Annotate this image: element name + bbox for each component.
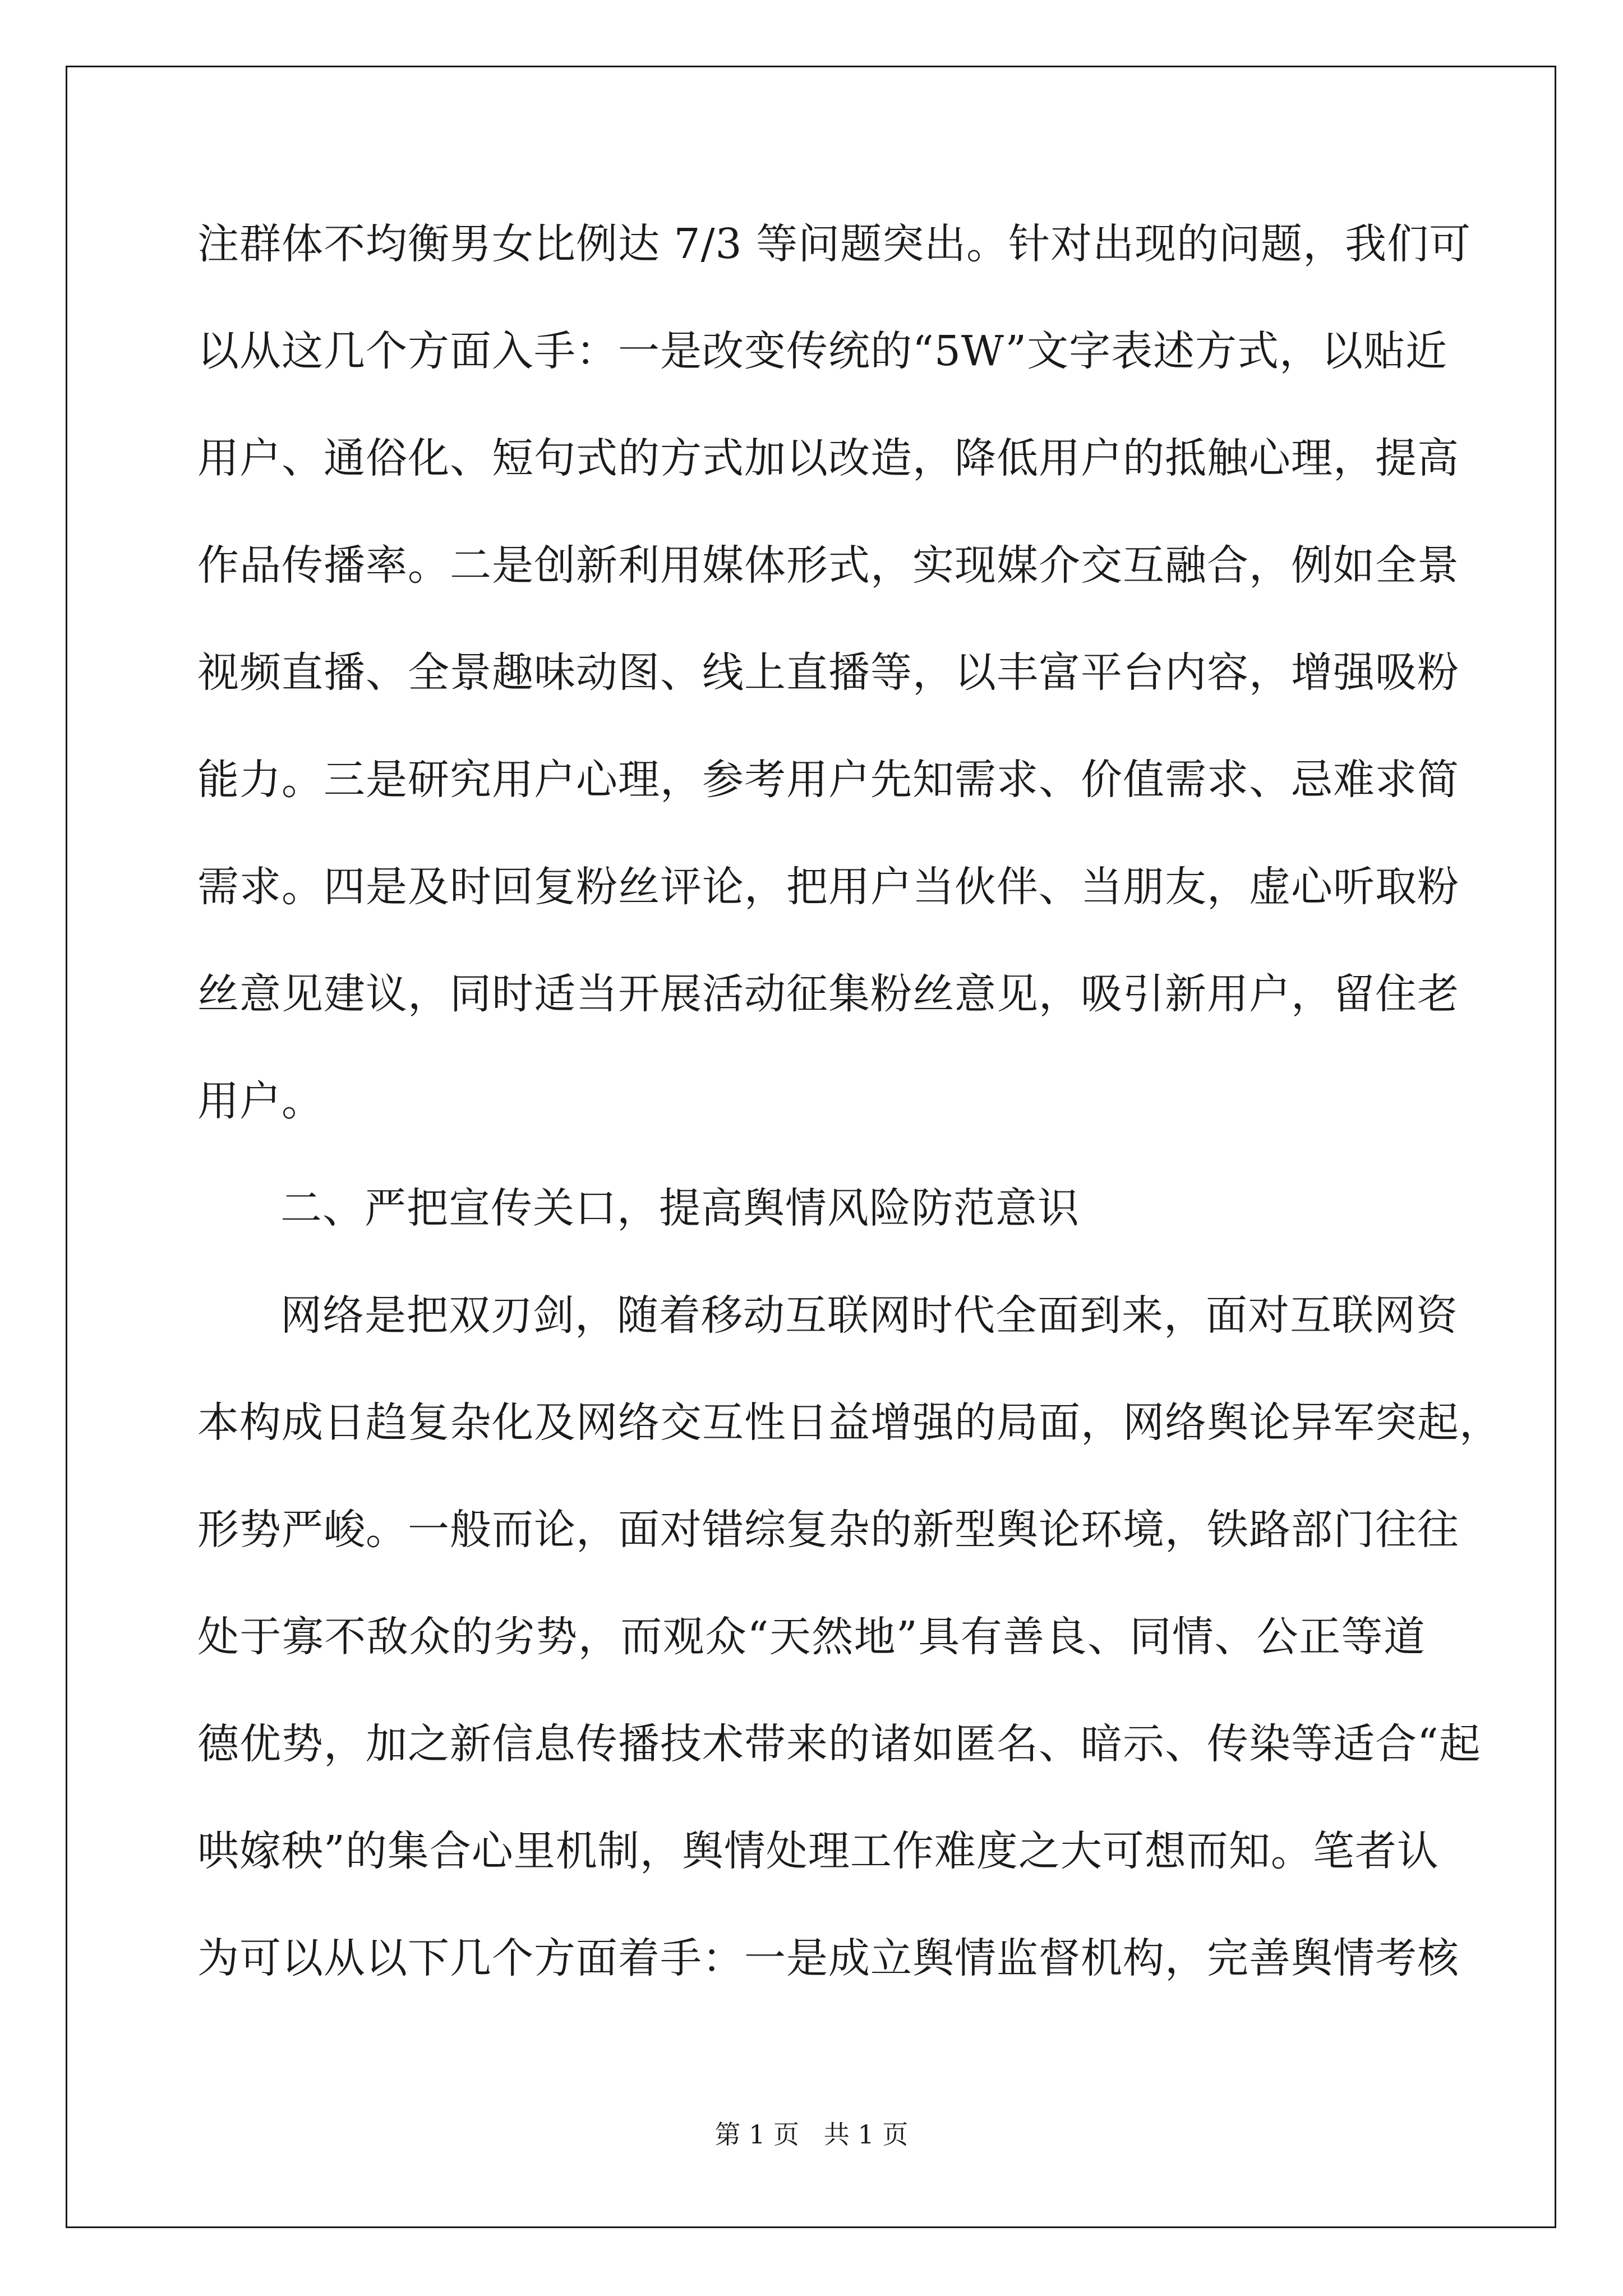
paragraph-line: 用户。 [197, 1077, 324, 1125]
paragraph-line: 形势严峻。一般而论，面对错综复杂的新型舆论环境，铁路部门往往 [197, 1506, 1459, 1554]
paragraph-line: 处于寡不敌众的劣势，而观众“天然地”具有善良、同情、公正等道 [197, 1613, 1426, 1661]
paragraph-line: 需求。四是及时回复粉丝评论，把用户当伙伴、当朋友，虚心听取粉 [197, 863, 1459, 911]
section-heading: 二、严把宣传关口，提高舆情风险防范意识 [280, 1184, 1080, 1232]
paragraph-line: 作品传播率。二是创新利用媒体形式，实现媒介交互融合，例如全景 [197, 541, 1459, 590]
paragraph-line: 网络是把双刃剑，随着移动互联网时代全面到来，面对互联网资 [280, 1291, 1458, 1340]
paragraph-line: 为可以从以下几个方面着手：一是成立舆情监督机构，完善舆情考核 [197, 1934, 1459, 1982]
paragraph-line: 本构成日趋复杂化及网络交互性日益增强的局面，网络舆论异军突起， [197, 1398, 1501, 1447]
paragraph-line: 用户、通俗化、短句式的方式加以改造，降低用户的抵触心理，提高 [197, 434, 1459, 482]
page-border [66, 66, 1556, 2228]
paragraph-line: 视频直播、全景趣味动图、线上直播等，以丰富平台内容，增强吸粉 [197, 648, 1459, 697]
paragraph-line: 以从这几个方面入手：一是改变传统的“5W”文字表述方式，以贴近 [197, 327, 1448, 375]
paragraph-line: 丝意见建议，同时适当开展活动征集粉丝意见，吸引新用户，留住老 [197, 970, 1459, 1018]
page-number-footer: 第 1 页 共 1 页 [714, 2119, 909, 2150]
paragraph-line: 注群体不均衡男女比例达 7/3 等问题突出。针对出现的问题，我们可 [197, 220, 1472, 268]
paragraph-line: 能力。三是研究用户心理，参考用户先知需求、价值需求、忌难求简 [197, 756, 1459, 804]
paragraph-line: 哄嫁秧”的集合心里机制，舆情处理工作难度之大可想而知。笔者认 [197, 1827, 1439, 1875]
paragraph-line: 德优势，加之新信息传播技术带来的诸如匿名、暗示、传染等适合“起 [197, 1720, 1481, 1768]
